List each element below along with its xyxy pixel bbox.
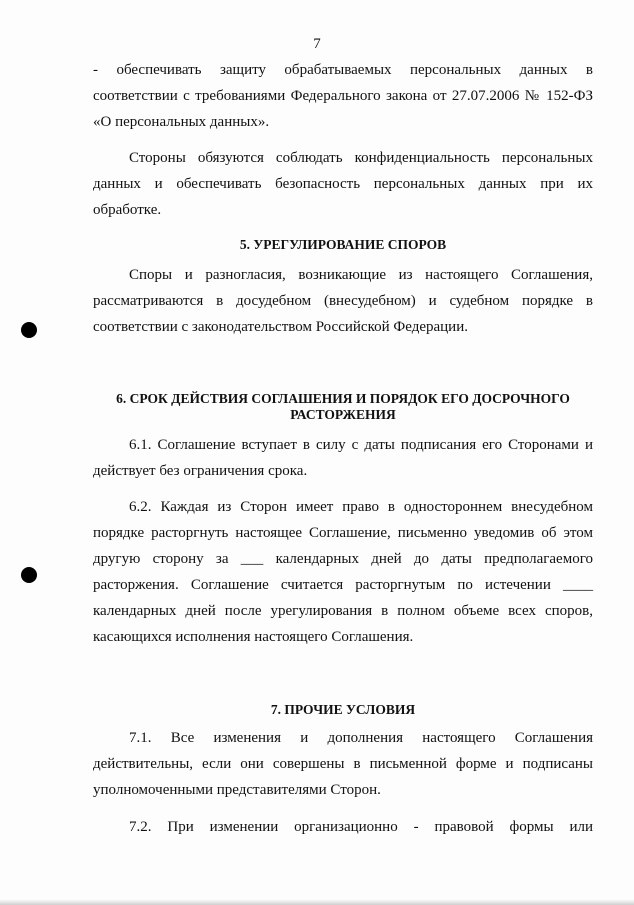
paragraph-7-1: [93, 725, 593, 803]
paragraph-personal-data-protection: [93, 57, 593, 135]
text-line: 6.1. Соглашение вступает в силу с даты подписания его Сторонами и: [129, 437, 593, 453]
paragraph-disputes: [93, 262, 593, 340]
text-line: действительны, если они совершены в письменной форме и подписаны: [93, 756, 593, 772]
section-heading-6-line1: 6. СРОК ДЕЙСТВИЯ СОГЛАШЕНИЯ И ПОРЯДОК ЕГО ДОСРОЧНОГО: [116, 391, 570, 406]
text-line: - обеспечивать защиту обрабатываемых персональных данных в: [93, 62, 593, 78]
section-heading-6: [93, 391, 593, 423]
text-line: Споры и разногласия, возникающие из настоящего Соглашения,: [129, 267, 593, 283]
text-line: 7.2. При изменении организационно - правовой формы или: [129, 819, 593, 835]
text-line: 7.1. Все изменения и дополнения настоящего Соглашения: [129, 730, 593, 746]
text-line: другую сторону за ___ календарных дней до даты предполагаемого: [93, 551, 593, 567]
text-line: обработке.: [93, 202, 162, 218]
paragraph-6-2: [93, 494, 593, 650]
text-line: действует без ограничения срока.: [93, 463, 308, 479]
text-line: уполномоченными представителями Сторон.: [93, 782, 381, 798]
text-line: расторжения. Соглашение считается расторгнутым по истечении ____: [93, 577, 593, 593]
punch-hole-upper: [21, 322, 37, 338]
paragraph-6-1: [93, 432, 593, 484]
section-heading-5: 5. УРЕГУЛИРОВАНИЕ СПОРОВ: [239, 237, 447, 252]
paragraph-7-2: [93, 814, 593, 840]
paragraph-confidentiality: [93, 145, 593, 223]
text-line: порядке расторгнуть настоящее Соглашение, письменно уведомив об этом: [93, 525, 593, 541]
punch-hole-lower: [21, 567, 37, 583]
text-line: 6.2. Каждая из Сторон имеет право в одностороннем внесудебном: [129, 499, 593, 515]
text-line: «О персональных данных».: [93, 114, 270, 130]
text-line: календарных дней после урегулирования в полном объеме всех споров,: [93, 603, 593, 619]
text-line: Стороны обязуются соблюдать конфиденциальность персональных: [129, 150, 593, 166]
page-number: 7: [313, 36, 321, 52]
text-line: данных и обеспечивать безопасность персональных данных при их: [93, 176, 593, 192]
scan-bottom-edge: [0, 899, 634, 905]
section-heading-6-line2: РАСТОРЖЕНИЯ: [290, 407, 396, 422]
section-heading-7: 7. ПРОЧИЕ УСЛОВИЯ: [270, 702, 416, 717]
text-line: соответствии с законодательством Российской Федерации.: [93, 319, 468, 335]
text-line: рассматриваются в досудебном (внесудебном) и судебном порядке в: [93, 293, 593, 309]
text-line: соответствии с требованиями Федерального закона от 27.07.2006 № 152-ФЗ: [93, 88, 593, 104]
text-line: касающихся исполнения настоящего Соглашения.: [93, 629, 414, 645]
